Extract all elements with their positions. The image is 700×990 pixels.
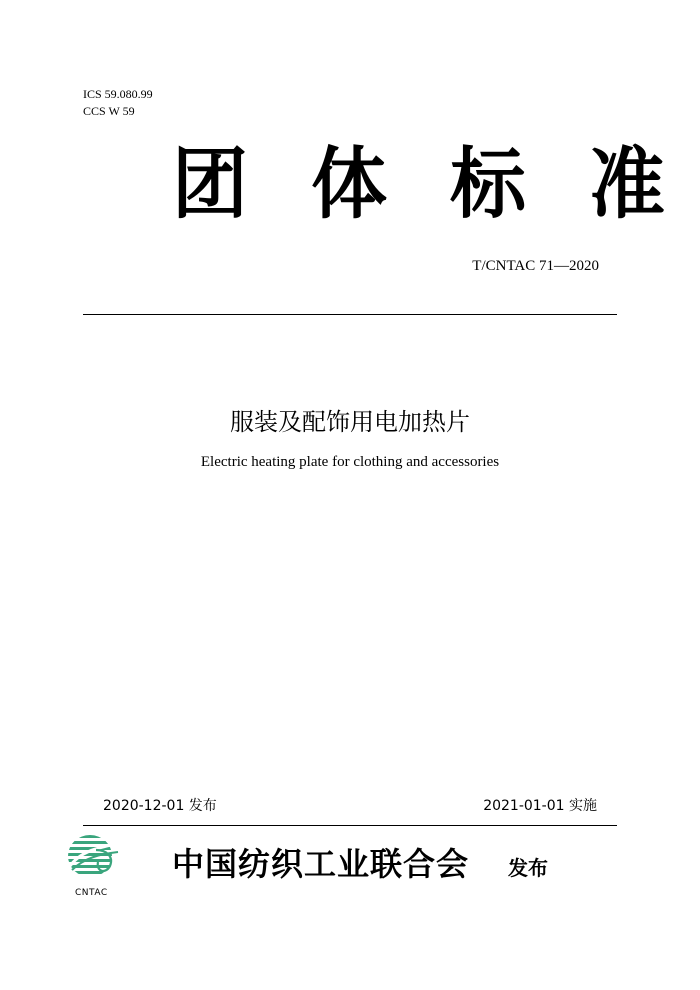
implement-date: 2021-01-01 实施 [483, 798, 597, 814]
standard-number: T/CNTAC 71—2020 [472, 258, 599, 274]
ccs-code: CCS W 59 [83, 104, 135, 118]
document-title-en: Electric heating plate for clothing and accessories [200, 454, 500, 470]
issuing-organization: 中国纺织工业联合会 [172, 846, 470, 882]
cntac-logo-icon [66, 832, 120, 880]
top-divider [83, 314, 617, 315]
ics-code: ICS 59.080.99 [83, 87, 153, 101]
logo-caption: CNTAC [75, 888, 108, 898]
publish-date: 2020-12-01 发布 [103, 798, 217, 814]
document-title-cn: 服装及配饰用电加热片 [230, 408, 470, 436]
document-category-title: 团 体 标 准 [172, 142, 687, 228]
publish-label: 发布 [508, 856, 548, 880]
bottom-divider [83, 825, 617, 826]
